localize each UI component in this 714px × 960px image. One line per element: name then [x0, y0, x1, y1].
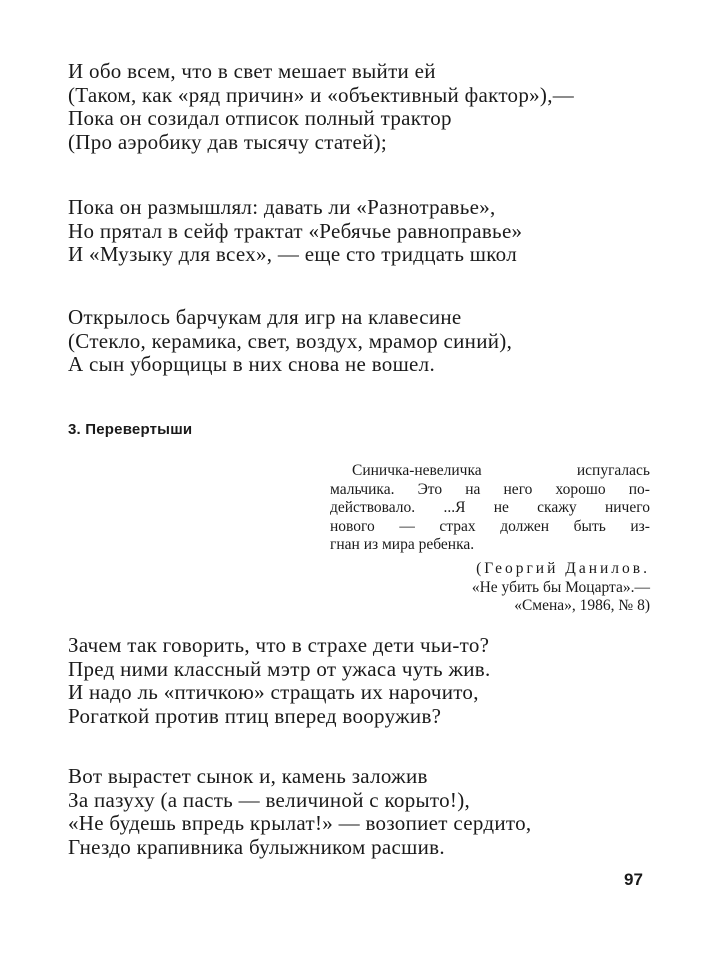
verse-line: Пока он размышлял: давать ли «Разнотравье», [68, 195, 496, 219]
verse-line: Пока он созидал отписок полный трактор [68, 106, 452, 131]
epigraph-word: по- [628, 480, 650, 498]
stanza-5 [68, 765, 531, 859]
epigraph-word: ничего [604, 499, 650, 517]
epigraph-line [330, 499, 650, 518]
epigraph-word: Синичка-невеличка [352, 462, 482, 479]
epigraph-word: действовало. [330, 499, 416, 517]
epigraph-word: не [493, 499, 509, 517]
epigraph-word: скажу [537, 499, 577, 517]
epigraph-word: — [399, 517, 415, 535]
epigraph-word: ...Я [443, 499, 466, 517]
epigraph-word: хорошо [555, 480, 606, 498]
section-heading: 3. Перевертыши [68, 421, 193, 438]
verse-line: Пред ними классный мэтр от ужаса чуть жив. [68, 656, 491, 681]
verse-line: И обо всем, что в свет мешает выйти ей [68, 59, 436, 83]
attribution-author: (Георгий Данилов. [476, 559, 650, 577]
epigraph-word: испугалась [576, 462, 650, 479]
verse-line: (Таком, как «ряд причин» и «объективный фактор»),— [68, 82, 575, 107]
epigraph-word: него [503, 480, 533, 498]
epigraph-line [330, 481, 650, 500]
stanza-3 [68, 306, 512, 377]
page-number: 97 [624, 870, 643, 889]
stanza-2 [68, 196, 522, 267]
epigraph-word: страх [439, 517, 476, 535]
epigraph-word: мальчика. [330, 480, 395, 498]
epigraph-attribution [330, 560, 650, 616]
verse-line: «Не будешь впредь крылат!» — возопиет сердито, [68, 811, 532, 836]
epigraph-word: на [465, 480, 481, 498]
verse-line: И «Музыку для всех», — еще сто тридцать школ [68, 242, 517, 267]
epigraph-line [330, 462, 650, 481]
stanza-4 [68, 634, 491, 728]
epigraph-word: Это [417, 480, 443, 498]
verse-line: И надо ль «птичкою» стращать их нарочито, [68, 680, 479, 705]
epigraph-word: из- [630, 517, 650, 535]
verse-line: Гнездо крапивника булыжником расшив. [68, 834, 445, 859]
epigraph-line [330, 536, 650, 555]
verse-line: (Стекло, керамика, свет, воздух, мрамор синий), [68, 328, 513, 353]
epigraph-word: нового [330, 517, 375, 535]
attribution-title: «Не убить бы Моцарта».— [471, 578, 650, 596]
attribution-source: «Смена», 1986, № 8) [514, 597, 650, 615]
verse-line: Рогаткой против птиц вперед вооружив? [68, 703, 442, 728]
stanza-1 [68, 60, 574, 154]
epigraph-text: гнан из мира ребенка. [330, 536, 475, 554]
epigraph-word: быть [573, 517, 606, 535]
epigraph [330, 462, 650, 616]
epigraph-word: должен [500, 517, 550, 535]
verse-line: За пазуху (а пасть — величиной с корыто!), [68, 787, 471, 812]
verse-line: А сын уборщицы в них снова не вошел. [68, 352, 436, 377]
verse-line: Открылось барчукам для игр на клавесине [68, 305, 462, 329]
epigraph-line [330, 518, 650, 537]
verse-line: Но прятал в сейф трактат «Ребячье равноправье» [68, 218, 523, 243]
verse-line: Вот вырастет сынок и, камень заложив [68, 764, 428, 788]
verse-line: (Про аэробику дав тысячу статей); [68, 129, 388, 154]
verse-line: Зачем так говорить, что в страхе дети чьи-то? [68, 633, 490, 657]
